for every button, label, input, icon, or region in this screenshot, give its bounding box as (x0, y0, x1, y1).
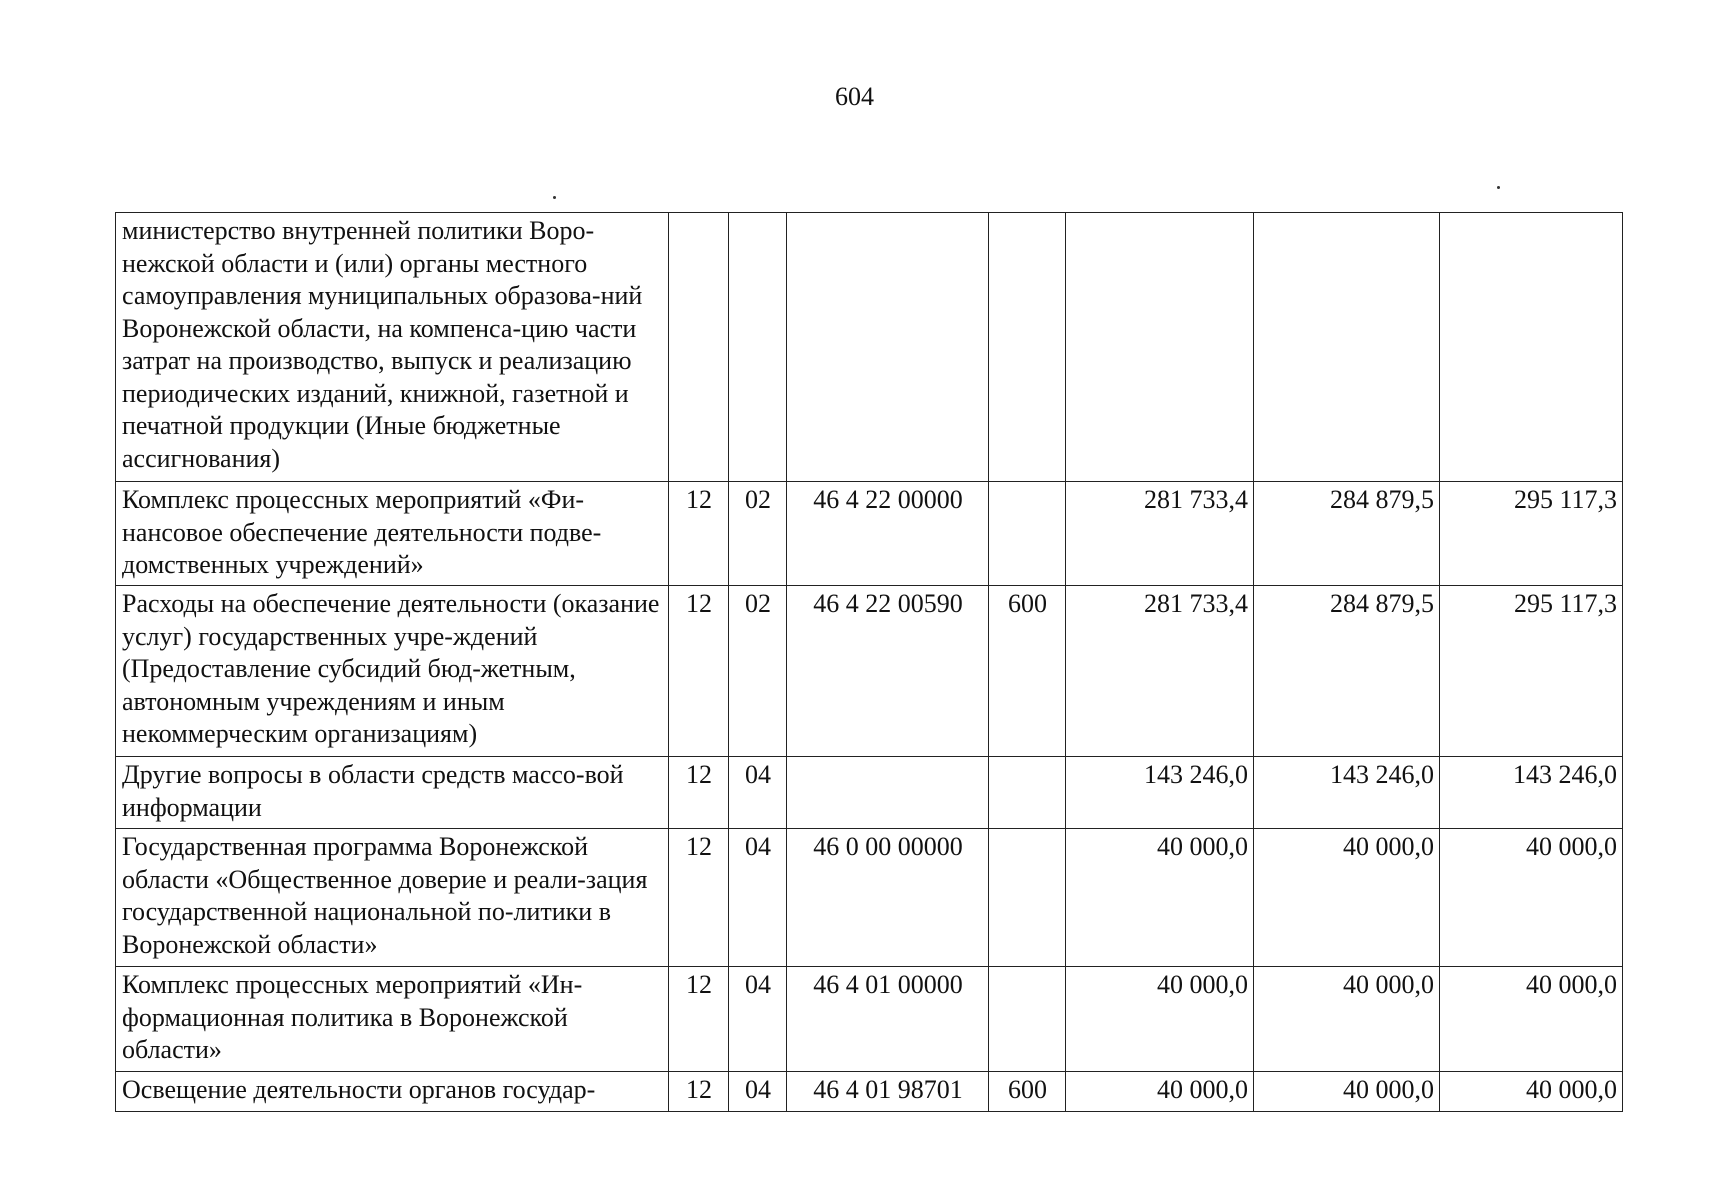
amount-year-1: 281 733,4 (1066, 586, 1254, 757)
section-code: 12 (669, 829, 729, 967)
amount-year-2: 40 000,0 (1254, 1072, 1440, 1112)
scan-speck (553, 196, 556, 199)
amount-year-2: 40 000,0 (1254, 829, 1440, 967)
amount-year-3: 40 000,0 (1440, 1072, 1623, 1112)
target-article-code (787, 213, 989, 482)
budget-table (115, 212, 1623, 1112)
amount-year-3 (1440, 213, 1623, 482)
amount-year-2: 284 879,5 (1254, 586, 1440, 757)
target-article-code (787, 757, 989, 829)
subsection-code: 02 (729, 482, 787, 586)
section-code: 12 (669, 757, 729, 829)
amount-year-2: 40 000,0 (1254, 967, 1440, 1072)
subsection-code: 04 (729, 757, 787, 829)
table-row (116, 482, 1623, 586)
expense-type-code (989, 967, 1066, 1072)
target-article-code: 46 4 22 00590 (787, 586, 989, 757)
expense-type-code (989, 829, 1066, 967)
target-article-code: 46 4 01 00000 (787, 967, 989, 1072)
amount-year-1 (1066, 213, 1254, 482)
row-description: Другие вопросы в области средств массо-вой информации (116, 757, 669, 829)
row-description: министерство внутренней политики Воро-нежской области и (или) органы местного самоуправления муниципальных образова-ний Воронежской области, на компенса-цию части затрат на производство, выпуск и реализацию периодических изданий, книжной, газетной и печатной продукции (Иные бюджетные ассигнования) (116, 213, 669, 482)
amount-year-1: 40 000,0 (1066, 1072, 1254, 1112)
target-article-code: 46 4 01 98701 (787, 1072, 989, 1112)
expense-type-code: 600 (989, 1072, 1066, 1112)
section-code (669, 213, 729, 482)
table-row (116, 967, 1623, 1072)
amount-year-3: 40 000,0 (1440, 829, 1623, 967)
target-article-code: 46 0 00 00000 (787, 829, 989, 967)
amount-year-2 (1254, 213, 1440, 482)
subsection-code (729, 213, 787, 482)
scan-speck (1497, 186, 1500, 189)
amount-year-2: 284 879,5 (1254, 482, 1440, 586)
table-row (116, 757, 1623, 829)
table-row (116, 586, 1623, 757)
amount-year-1: 40 000,0 (1066, 829, 1254, 967)
section-code: 12 (669, 1072, 729, 1112)
row-description: Освещение деятельности органов государ- (116, 1072, 669, 1112)
expense-type-code (989, 213, 1066, 482)
subsection-code: 02 (729, 586, 787, 757)
subsection-code: 04 (729, 1072, 787, 1112)
subsection-code: 04 (729, 829, 787, 967)
target-article-code: 46 4 22 00000 (787, 482, 989, 586)
table-row (116, 829, 1623, 967)
amount-year-1: 40 000,0 (1066, 967, 1254, 1072)
row-description: Государственная программа Воронежской области «Общественное доверие и реали-зация государственной национальной по-литики в Воронежской области» (116, 829, 669, 967)
expense-type-code (989, 757, 1066, 829)
amount-year-2: 143 246,0 (1254, 757, 1440, 829)
amount-year-1: 143 246,0 (1066, 757, 1254, 829)
amount-year-3: 295 117,3 (1440, 482, 1623, 586)
amount-year-1: 281 733,4 (1066, 482, 1254, 586)
amount-year-3: 295 117,3 (1440, 586, 1623, 757)
expense-type-code (989, 482, 1066, 586)
expense-type-code: 600 (989, 586, 1066, 757)
amount-year-3: 40 000,0 (1440, 967, 1623, 1072)
page-number: 604 (835, 82, 874, 111)
section-code: 12 (669, 482, 729, 586)
row-description: Комплекс процессных мероприятий «Фи-нансовое обеспечение деятельности подве-домственных учреждений» (116, 482, 669, 586)
section-code: 12 (669, 967, 729, 1072)
amount-year-3: 143 246,0 (1440, 757, 1623, 829)
table-row (116, 213, 1623, 482)
subsection-code: 04 (729, 967, 787, 1072)
section-code: 12 (669, 586, 729, 757)
row-description: Комплекс процессных мероприятий «Ин-формационная политика в Воронежской области» (116, 967, 669, 1072)
table-row (116, 1072, 1623, 1112)
row-description: Расходы на обеспечение деятельности (оказание услуг) государственных учре-ждений (Предоставление субсидий бюд-жетным, автономным учреждениям и иным некоммерческим организациям) (116, 586, 669, 757)
